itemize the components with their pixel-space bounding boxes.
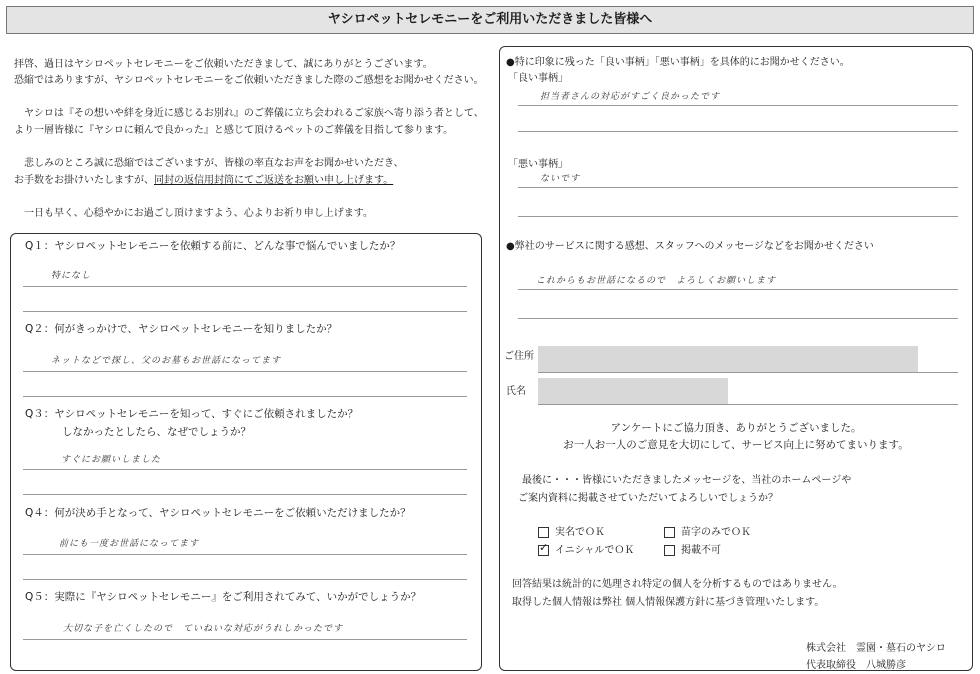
service-line1 xyxy=(518,289,958,290)
intro-p2-line2: より一層皆様に『ヤシロに頼んで良かった』と感じて頂けるペットのご葬儀を目指して参ります。 xyxy=(14,125,454,136)
page-title: ヤシロペットセレモニーをご利用いただきました皆様へ xyxy=(6,6,974,34)
good-answer: 担当者さんの対応がすごく良かったです xyxy=(540,92,721,102)
q4-line2 xyxy=(23,579,467,580)
option-no-publish-label: 掲載不可 xyxy=(681,545,721,556)
address-label: ご住所 xyxy=(504,351,534,362)
bad-label: 「悪い事柄」 xyxy=(508,159,568,170)
q4-label: Q４：何が決め手となって、ヤシロペットセレモニーをご依頼いただけましたか？ xyxy=(25,507,411,519)
q1-label: Q１：ヤシロペットセレモニーを依頼する前に、どんな事で悩んでいましたか？ xyxy=(25,240,401,252)
representative: 代表取締役 八城勝彦 xyxy=(806,660,906,671)
intro-p3-line2b: 同封の返信用封筒にてご返送をお願い申し上げます。 xyxy=(154,175,394,186)
option-initials-label: イニシャルでＯＫ xyxy=(555,545,635,556)
bad-line2 xyxy=(518,216,958,217)
final-question-line1: 最後に・・・皆様にいただきましたメッセージを、当社のホームページや xyxy=(522,475,852,486)
bad-answer: ないです xyxy=(540,174,581,184)
good-label: 「良い事柄」 xyxy=(508,73,568,84)
intro-p3-line1: 悲しみのところ誠に恐縮ではございますが、皆様の率直なお声をお聞かせいただき、 xyxy=(24,158,404,169)
option-initials[interactable] xyxy=(538,541,634,556)
q2-line2 xyxy=(23,396,467,397)
q1-line2 xyxy=(23,311,467,312)
impression-question: ●特に印象に残った「良い事柄」「悪い事柄」を具体的にお聞かせください。 xyxy=(506,57,850,68)
checkbox-real-name[interactable] xyxy=(538,527,549,538)
q3-label2: しなかったとしたら、なぜでしょうか？ xyxy=(62,426,251,438)
q5-label: Q５：実際に『ヤシロペットセレモニー』をご利用されてみて、いかがでしょうか？ xyxy=(25,591,422,603)
thanks-line2: お一人お一人のご意見を大切にして、サービス向上に努めてまいります。 xyxy=(563,439,909,451)
name-line xyxy=(538,404,958,405)
feedback-box xyxy=(499,46,973,671)
intro-p2-line1: ヤシロは『その想いや絆を身近に感じるお別れ』のご葬儀に立ち会われるご家族へ寄り添う者として、 xyxy=(24,108,484,119)
name-redacted xyxy=(538,378,728,404)
checkbox-surname[interactable] xyxy=(664,527,675,538)
company-name: 株式会社 霊園・墓石のヤシロ xyxy=(806,643,946,654)
privacy-line2: 取得した個人情報は弊社 個人情報保護方針に基づき管理いたします。 xyxy=(512,597,825,608)
q4-line xyxy=(23,554,467,555)
q2-label: Q２：何がきっかけで、ヤシロペットセレモニーを知りましたか？ xyxy=(25,323,338,335)
name-label: 氏名 xyxy=(506,386,526,397)
checkbox-no-publish[interactable] xyxy=(664,545,675,556)
final-question-line2: ご案内資料に掲載させていただいてよろしいでしょうか？ xyxy=(518,493,778,504)
bad-line1 xyxy=(518,187,958,188)
questions-box xyxy=(10,233,482,671)
privacy-line1: 回答結果は統計的に処理され特定の個人を分析するものではありません。 xyxy=(512,579,843,590)
q1-line xyxy=(23,286,467,287)
intro-p1-line2: 恐縮ではありますが、ヤシロペットセレモニーをご依頼いただきました際のご感想をお聞かせください。 xyxy=(14,75,484,86)
q3-label: Q３：ヤシロペットセレモニーを知って、すぐにご依頼されましたか？ xyxy=(25,408,359,420)
q2-answer: ネットなどで探し、父のお墓もお世話になってます xyxy=(51,356,282,366)
intro-p3-line2a: お手数をお掛けいたしますが、 xyxy=(14,175,154,186)
intro-p4: 一日も早く、心穏やかにお過ごし頂けますよう、心よりお祈り申し上げます。 xyxy=(24,208,373,219)
address-redacted xyxy=(538,346,918,372)
q1-answer: 特になし xyxy=(51,271,92,281)
good-line2 xyxy=(518,131,958,132)
intro-p3-line2 xyxy=(14,171,393,186)
service-line2 xyxy=(518,318,958,319)
thanks-line1: アンケートにご協力頂き、ありがとうございました。 xyxy=(610,422,862,434)
q4-answer: 前にも一度お世話になってます xyxy=(59,539,200,549)
address-line xyxy=(538,372,958,373)
checkbox-initials[interactable] xyxy=(538,545,549,556)
option-surname[interactable] xyxy=(664,523,751,538)
q3-line xyxy=(23,469,467,470)
q3-answer: すぐにお願いしました xyxy=(61,455,162,465)
service-question: ●弊社のサービスに関する感想、スタッフへのメッセージなどをお聞かせください xyxy=(506,241,874,252)
option-real-name-label: 実名でＯＫ xyxy=(555,527,605,538)
service-answer: これからもお世話になるので よろしくお願いします xyxy=(536,276,777,286)
q5-answer: 大切な子を亡くしたので ていねいな対応がうれしかったです xyxy=(63,624,344,634)
option-surname-label: 苗字のみでＯＫ xyxy=(681,527,751,538)
q2-line xyxy=(23,371,467,372)
option-no-publish[interactable] xyxy=(664,541,721,556)
good-line1 xyxy=(518,105,958,106)
q3-line2 xyxy=(23,494,467,495)
intro-p1-line1: 拝啓、過日はヤシロペットセレモニーをご依頼いただきまして、誠にありがとうございます。 xyxy=(14,59,433,70)
option-real-name[interactable] xyxy=(538,523,605,538)
q5-line xyxy=(23,639,467,640)
